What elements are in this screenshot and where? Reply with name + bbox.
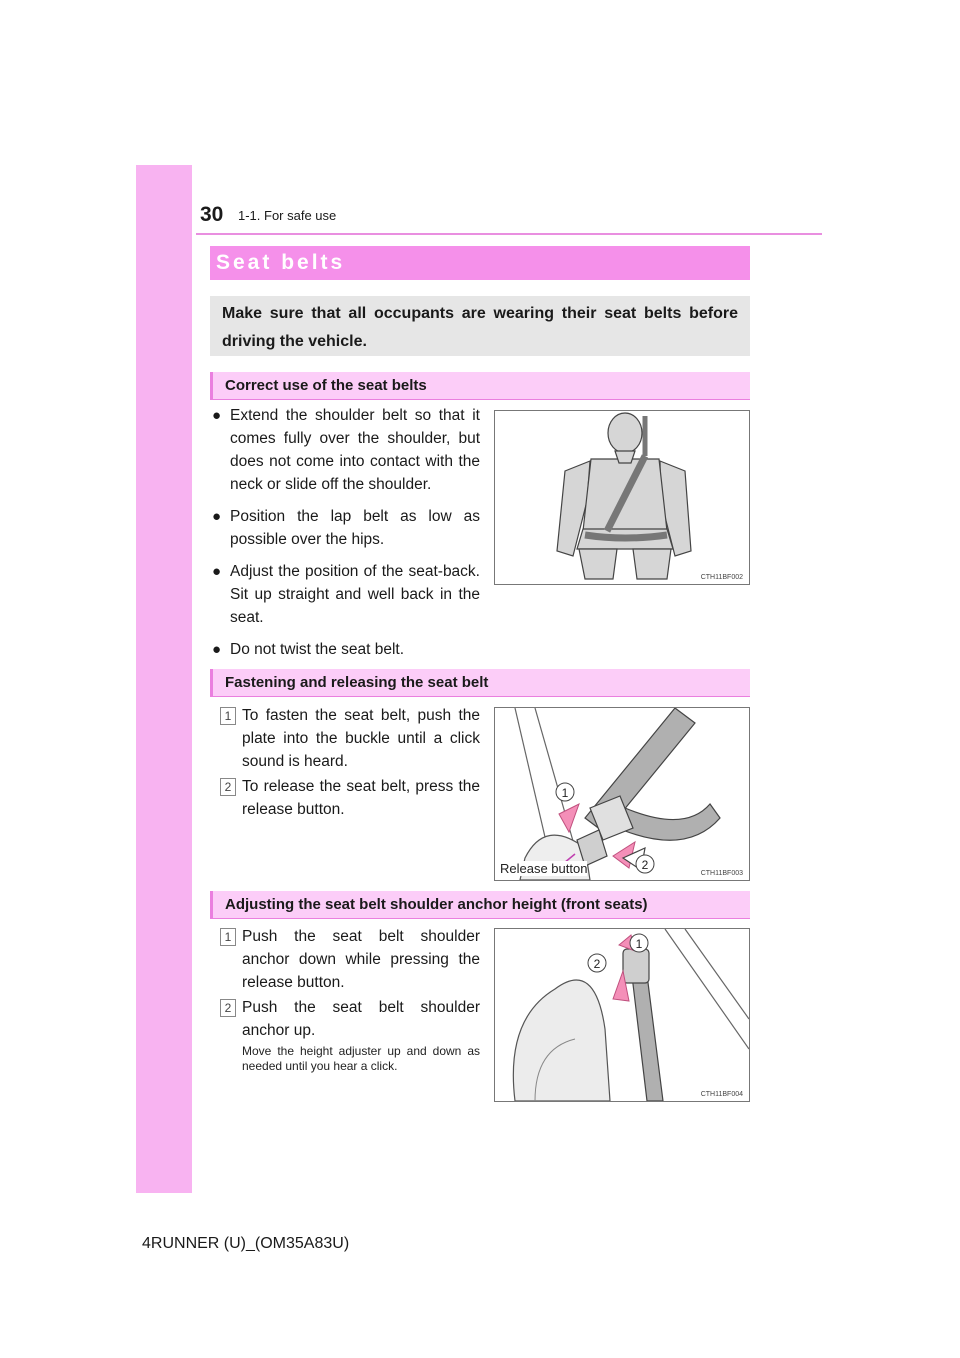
correct-use-list	[212, 404, 480, 670]
step-text: To release the seat belt, press the release button.	[242, 778, 480, 818]
section-label: 1-1. For safe use	[238, 208, 337, 223]
bullet-icon: ●	[212, 407, 222, 424]
seated-person-illustration	[495, 411, 749, 584]
step-text: Push the seat belt shoulder anchor down while pressing the release button.	[242, 928, 480, 991]
list-item: ● Position the lap belt as low as possible over the hips.	[212, 505, 480, 551]
list-item: ● Do not twist the seat belt.	[212, 638, 480, 661]
bullet-icon: ●	[212, 563, 222, 580]
step-number-badge: 2	[220, 999, 236, 1017]
page-number: 30	[200, 203, 224, 226]
figure-buckle	[494, 707, 750, 881]
bullet-icon: ●	[212, 641, 222, 658]
buckle-illustration	[495, 708, 749, 880]
step-text: Push the seat belt shoulder anchor up.	[242, 999, 480, 1039]
callout-2: 2	[593, 957, 601, 971]
step-item	[212, 775, 480, 821]
subheading-correct-use: Correct use of the seat belts	[210, 372, 750, 400]
list-item: ● Extend the shoulder belt so that it comes fully over the shoulder, but does not come into contact with the neck or slide off the shoulder.	[212, 404, 480, 496]
shoulder-anchor-illustration	[495, 929, 749, 1101]
header-rule	[196, 233, 822, 235]
subheading-fastening: Fastening and releasing the seat belt	[210, 669, 750, 697]
side-tab-strip	[136, 165, 192, 1193]
callout-2: 2	[641, 858, 649, 872]
figure-seated-occupant	[494, 410, 750, 585]
list-item: ● Adjust the position of the seat-back. Sit up straight and well back in the seat.	[212, 560, 480, 629]
callout-1: 1	[635, 937, 643, 951]
intro-box: Make sure that all occupants are wearing their seat belts before driving the vehicle.	[210, 296, 750, 356]
subheading-anchor-height: Adjusting the seat belt shoulder anchor height (front seats)	[210, 891, 750, 919]
anchor-note: Move the height adjuster up and down as needed until you hear a click.	[242, 1044, 480, 1073]
bullet-icon: ●	[212, 508, 222, 525]
page-title: Seat belts	[210, 246, 750, 280]
callout-1: 1	[561, 786, 569, 800]
figure-code: CTH11BF004	[700, 1091, 743, 1098]
footer-model-code: 4RUNNER (U)_(OM35A83U)	[142, 1235, 350, 1252]
step-item	[212, 925, 480, 994]
figure-code: CTH11BF002	[700, 574, 743, 581]
figure-code: CTH11BF003	[700, 870, 743, 877]
step-number-badge: 2	[220, 778, 236, 796]
release-button-label: Release button	[500, 861, 588, 876]
step-item	[212, 996, 480, 1042]
step-number-badge: 1	[220, 928, 236, 946]
figure-shoulder-anchor	[494, 928, 750, 1102]
step-text: To fasten the seat belt, push the plate into the buckle until a click sound is heard.	[242, 707, 480, 770]
step-item	[212, 704, 480, 773]
step-number-badge: 1	[220, 707, 236, 725]
